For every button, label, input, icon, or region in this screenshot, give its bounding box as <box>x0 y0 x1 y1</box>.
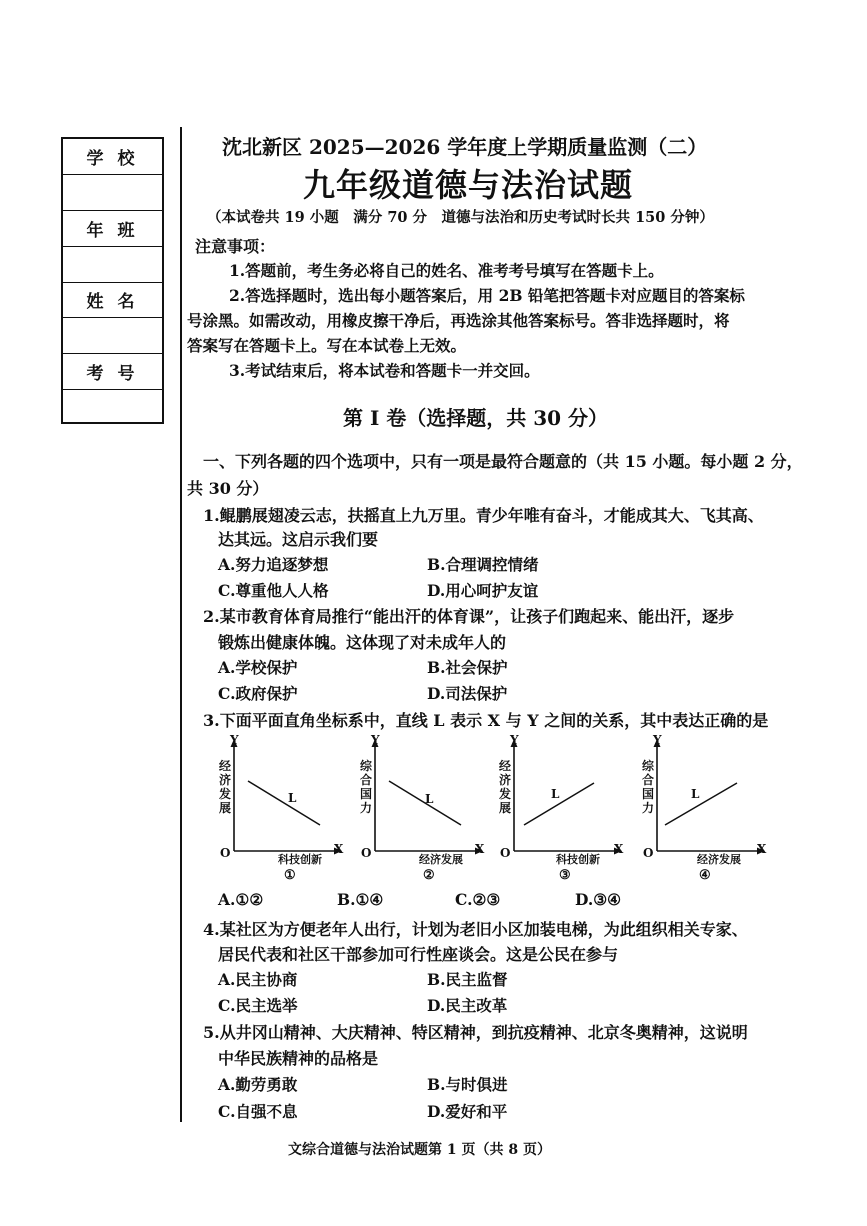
graph-3-origin: O <box>500 846 511 860</box>
q4-option-b: B.民主监督 <box>427 970 508 989</box>
graph-3-line-label: L <box>551 787 560 801</box>
q2-option-a: A.学校保护 <box>218 658 298 677</box>
section-instruction: 一、下列各题的四个选项中，只有一项是最符合题意的（共 15 小题。每小题 2 分， <box>203 452 803 471</box>
student-info-table <box>61 137 164 424</box>
q5-option-a: A.勤劳勇敢 <box>218 1075 298 1094</box>
question-1-line-1: 1.鲲鹏展翅凌云志，扶摇直上九万里。青少年唯有奋斗，才能成其大、飞其高、 <box>203 506 764 525</box>
graph-3-y-axis-label: Y <box>510 733 519 747</box>
note-line-2a: 2.答选择题时，选出每小题答案后，用 2B 铅笔把答题卡对应题目的答案标 <box>229 286 745 305</box>
q4-option-a: A.民主协商 <box>218 970 298 989</box>
note-line-2b: 号涂黑。如需改动，用橡皮擦干净后，再选涂其他答案标号。答非选择题时，将 <box>187 311 730 330</box>
graph-3 <box>496 735 646 885</box>
q2-option-b: B.社会保护 <box>427 658 508 677</box>
graph-3-x-label: 科技创新 <box>556 853 600 866</box>
exam-title: 沈北新区 2025—2026 学年度上学期质量监测（二） <box>222 135 708 159</box>
q1-option-c: C.尊重他人人格 <box>218 581 329 600</box>
graph-1-origin: O <box>220 846 231 860</box>
q4-option-d: D.民主改革 <box>427 996 508 1015</box>
page-footer: 文综合道德与法治试题第 1 页（共 8 页） <box>288 1142 551 1158</box>
graph-1 <box>216 735 366 885</box>
graph-2-line-label: L <box>425 792 434 806</box>
graph-2-y-axis-label: Y <box>371 733 380 747</box>
graph-4-origin: O <box>643 846 654 860</box>
name-field <box>63 318 162 354</box>
school-field <box>63 175 162 211</box>
graph-1-line <box>248 781 320 825</box>
q1-option-d: D.用心呵护友谊 <box>427 581 539 600</box>
graph-4-number: ④ <box>699 868 711 883</box>
exam-subtitle: （本试卷共 19 小题 满分 70 分 道德与法治和历史考试时长共 150 分钟） <box>207 209 714 226</box>
graph-4-line-label: L <box>691 787 700 801</box>
graph-2-number: ② <box>423 868 435 883</box>
q5-option-b: B.与时俱进 <box>427 1075 508 1094</box>
q5-option-d: D.爱好和平 <box>427 1102 508 1121</box>
exam-number-field <box>63 390 162 426</box>
note-line-3: 3.考试结束后，将本试卷和答题卡一并交回。 <box>229 361 540 380</box>
note-line-2c: 答案写在答题卡上。写在本试卷上无效。 <box>187 336 467 355</box>
graph-2-x-label: 经济发展 <box>419 853 463 866</box>
graph-3-y-label: 经济发展 <box>498 759 511 815</box>
exam-number-label: 考号 <box>63 354 162 390</box>
question-5-line-1: 5.从井冈山精神、大庆精神、特区精神，到抗疫精神、北京冬奥精神，这说明 <box>203 1023 748 1042</box>
graph-2-x-axis-label: X <box>475 842 485 856</box>
q4-option-c: C.民主选举 <box>218 996 298 1015</box>
graph-3-number: ③ <box>559 868 571 883</box>
note-line-1: 1.答题前，考生务必将自己的姓名、准考考号填写在答题卡上。 <box>229 261 664 280</box>
q3-option-c: C.②③ <box>455 890 501 909</box>
question-4-line-1: 4.某社区为方便老年人出行，计划为老旧小区加装电梯，为此组织相关专家、 <box>203 920 748 939</box>
q1-option-b: B.合理调控情绪 <box>427 555 539 574</box>
question-2-line-1: 2.某市教育体育局推行“能出汗的体育课”，让孩子们跑起来、能出汗，逐步 <box>203 607 735 626</box>
graph-1-number: ① <box>284 868 296 883</box>
graph-1-y-label: 经济发展 <box>218 759 231 815</box>
graph-4-x-axis-label: X <box>757 842 767 856</box>
question-5-line-2: 中华民族精神的品格是 <box>218 1049 379 1068</box>
graph-3-x-axis-label: X <box>614 842 624 856</box>
graph-4-y-label: 综合国力 <box>641 759 654 815</box>
question-4-line-2: 居民代表和社区干部参加可行性座谈会。这是公民在参与 <box>218 945 619 964</box>
graph-4-x-label: 经济发展 <box>697 853 741 866</box>
question-1-line-2: 达其远。这启示我们要 <box>218 530 379 549</box>
graph-4 <box>639 735 789 885</box>
name-label: 姓名 <box>63 283 162 319</box>
graph-4-line <box>665 783 737 825</box>
school-label: 学校 <box>63 139 162 175</box>
question-2-line-2: 锻炼出健康体魄。这体现了对未成年人的 <box>218 633 507 652</box>
section-instruction-cont: 共 30 分） <box>187 479 269 498</box>
graph-1-line-label: L <box>288 791 297 805</box>
graph-2 <box>357 735 507 885</box>
q2-option-d: D.司法保护 <box>427 684 508 703</box>
q3-option-d: D.③④ <box>575 890 622 909</box>
class-label: 年班 <box>63 211 162 247</box>
q3-option-a: A.①② <box>218 890 264 909</box>
part-title: 第 Ⅰ 卷（选择题，共 30 分） <box>343 406 609 430</box>
q2-option-c: C.政府保护 <box>218 684 298 703</box>
notes-title: 注意事项： <box>195 237 276 256</box>
graph-4-y-axis-label: Y <box>653 733 662 747</box>
main-title: 九年级道德与法治试题 <box>303 166 634 204</box>
q3-option-b: B.①④ <box>337 890 384 909</box>
q1-option-a: A.努力追逐梦想 <box>218 555 329 574</box>
graph-1-x-label: 科技创新 <box>278 853 322 866</box>
graph-2-y-label: 综合国力 <box>359 759 372 815</box>
class-field <box>63 247 162 283</box>
graph-1-y-axis-label: Y <box>230 733 239 747</box>
graph-1-x-axis-label: X <box>334 842 344 856</box>
question-3-line-1: 3.下面平面直角坐标系中，直线 L 表示 X 与 Y 之间的关系，其中表达正确的是 <box>203 711 769 730</box>
graph-2-origin: O <box>361 846 372 860</box>
binding-line <box>180 127 182 1122</box>
q5-option-c: C.自强不息 <box>218 1102 298 1121</box>
